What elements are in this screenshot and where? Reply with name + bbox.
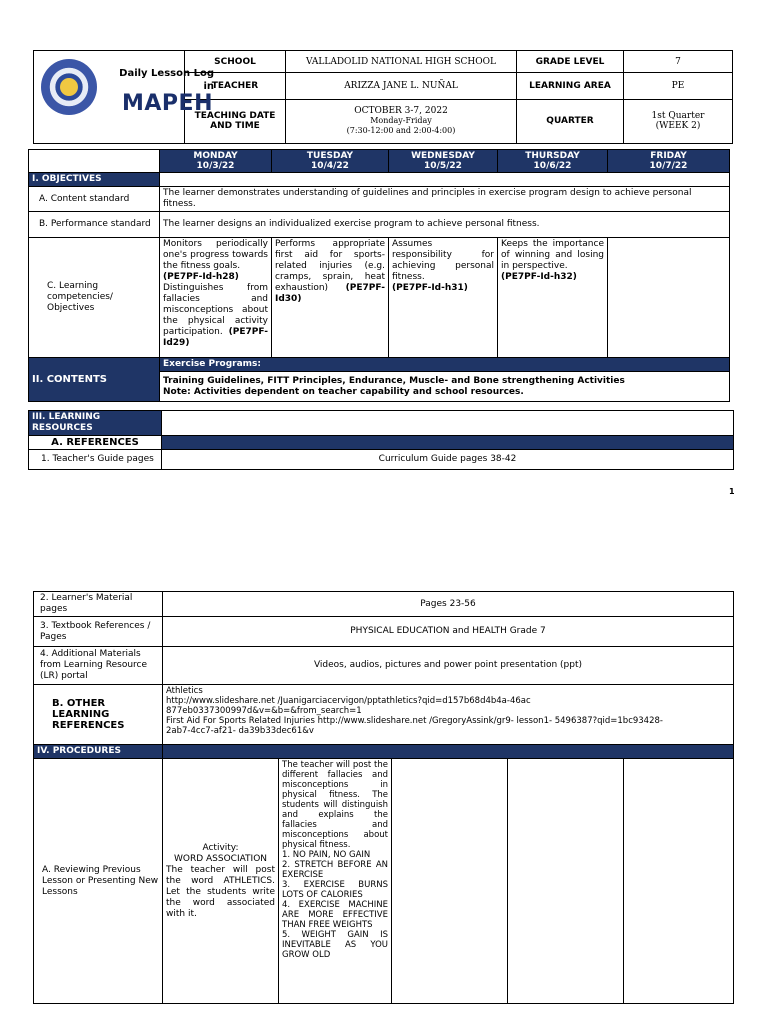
procedure-friday	[624, 759, 734, 1004]
quarter-value: 1st Quarter (WEEK 2)	[624, 99, 733, 143]
procedure-tuesday: The teacher will post the different fallacies and misconceptions in physical fitness. The students will distinguish and explains the fallacies and misconceptions about physical fitness. 1. NO PAIN, NO GAIN 2. STRETCH BEFORE AN EXERCISE 3. EXERCISE BURNS LOTS OF CALORIES 4. EXERCISE MACHINE ARE MORE EFFECTIVE THAN FREE WEIGHTS 5. WEIGHT GAIN IS INEVITABLE AS YOU GROW OLD	[279, 759, 392, 1004]
content-standard-label: A. Content standard	[29, 187, 160, 212]
day-wednesday: WEDNESDAY 10/5/22	[389, 150, 498, 173]
day-monday: MONDAY 10/3/22	[160, 150, 272, 173]
blank-corner	[29, 150, 160, 173]
subject-title: MAPEH	[122, 91, 213, 116]
procedures-heading: IV. PROCEDURES	[34, 745, 163, 759]
references-label: A. REFERENCES	[29, 436, 162, 450]
competency-thursday: Keeps the importance of winning and losing in perspective. (PE7PF-Id-h32)	[498, 238, 608, 358]
contents-title: Exercise Programs:	[160, 358, 730, 372]
quarter-label: QUARTER	[517, 99, 624, 143]
page2-table	[33, 591, 734, 1004]
contents-heading: II. CONTENTS	[29, 358, 160, 402]
school-label: SCHOOL	[185, 51, 286, 73]
school-value: VALLADOLID NATIONAL HIGH SCHOOL	[286, 51, 517, 73]
teacher-label: TEACHER	[185, 73, 286, 99]
header-table	[33, 50, 733, 144]
competency-wednesday: Assumes responsibility for achieving personal fitness. (PE7PF-Id-h31)	[389, 238, 498, 358]
day-thursday: THURSDAY 10/6/22	[498, 150, 608, 173]
deped-seal-icon	[41, 59, 97, 115]
competency-friday	[608, 238, 730, 358]
textbook-label: 3. Textbook References / Pages	[34, 617, 163, 647]
grade-level-label: GRADE LEVEL	[517, 51, 624, 73]
review-lesson-label: A. Reviewing Previous Lesson or Presenting New Lessons	[34, 759, 163, 1004]
additional-materials-value: Videos, audios, pictures and power point presentation (ppt)	[163, 647, 734, 685]
competency-monday: Monitors periodically one's progress towards the fitness goals. (PE7PF-Id-h28) Distinguishes from fallacies and misconceptions about the physical activity participation. (PE7PF-Id29)	[160, 238, 272, 358]
performance-standard-label: B. Performance standard	[29, 212, 160, 238]
other-references-label: B. OTHER LEARNING REFERENCES	[34, 685, 163, 745]
other-references-value: Athletics http://www.slideshare.net /Juanigarciacervigon/pptathletics?qid=d157b68d4b4a-46ac 877eb0337300997d&v=&b=&from_search=1 First Aid For Sports Related Injuries http://www.slideshare.net /GregoryAssink/gr9- lesson1- 5496387?qid=1bc93428- 2ab7-4cc7-af21- da39b33dec61&v	[163, 685, 734, 745]
teachers-guide-value: Curriculum Guide pages 38-42	[162, 450, 734, 470]
contents-text: Training Guidelines, FITT Principles, Endurance, Muscle- and Bone strengthening Activities Note: Activities dependent on teacher capability and school resources.	[160, 372, 730, 402]
learning-area-label: LEARNING AREA	[517, 73, 624, 99]
learners-material-label: 2. Learner's Material pages	[34, 592, 163, 617]
resources-heading: III. LEARNING RESOURCES	[29, 411, 162, 436]
procedure-thursday	[508, 759, 624, 1004]
date-value: OCTOBER 3-7, 2022 Monday-Friday (7:30-12:00 and 2:00-4:00)	[286, 99, 517, 143]
day-friday: FRIDAY 10/7/22	[608, 150, 730, 173]
learning-area-value: PE	[624, 73, 733, 99]
procedure-monday: Activity: WORD ASSOCIATION The teacher will post the word ATHLETICS. Let the students write the word associated with it.	[163, 759, 279, 1004]
additional-materials-label: 4. Additional Materials from Learning Resource (LR) portal	[34, 647, 163, 685]
textbook-value: PHYSICAL EDUCATION and HEALTH Grade 7	[163, 617, 734, 647]
day-tuesday: TUESDAY 10/4/22	[272, 150, 389, 173]
grade-level-value: 7	[624, 51, 733, 73]
procedure-wednesday	[392, 759, 508, 1004]
teachers-guide-label: 1. Teacher's Guide pages	[29, 450, 162, 470]
objectives-table	[28, 149, 730, 402]
competency-tuesday: Performs appropriate first aid for sports-related injuries (e.g. cramps, sprain, heat exhaustion) (PE7PF-Id30)	[272, 238, 389, 358]
content-standard-text: The learner demonstrates understanding of guidelines and principles in exercise program design to achieve personal fitness.	[160, 187, 730, 212]
teacher-value: ARIZZA JANE L. NUÑAL	[286, 73, 517, 99]
learners-material-value: Pages 23-56	[163, 592, 734, 617]
logo-cell	[34, 51, 214, 144]
resources-table	[28, 410, 734, 470]
competencies-label: C. Learning competencies/ Objectives	[29, 238, 160, 358]
performance-standard-text: The learner designs an individualized exercise program to achieve personal fitness.	[160, 212, 730, 238]
objectives-heading: I. OBJECTIVES	[29, 173, 160, 187]
dll-title: Daily Lesson Log in	[119, 68, 214, 92]
page-number: 1	[729, 487, 735, 496]
date-label: TEACHING DATE AND TIME	[185, 99, 286, 143]
